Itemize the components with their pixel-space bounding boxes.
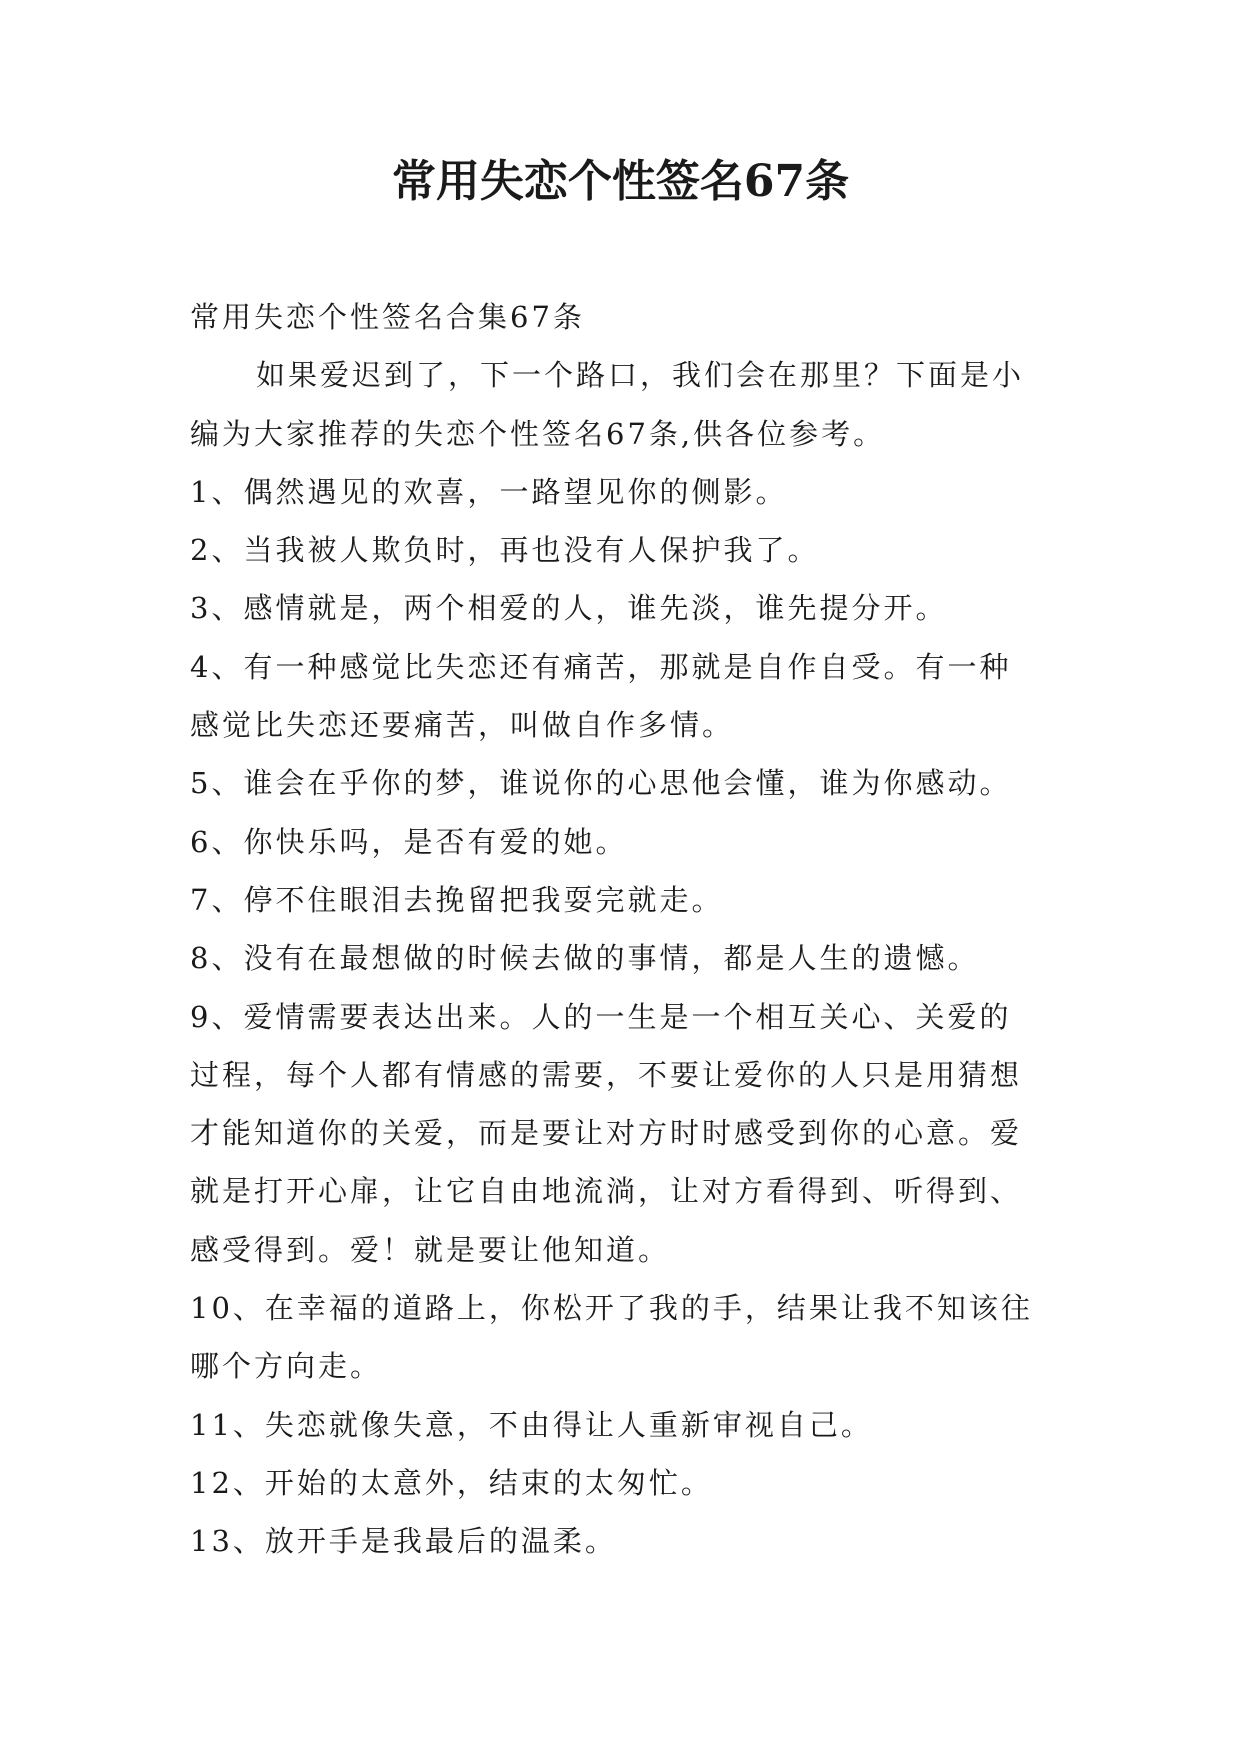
text-line: 才能知道你的关爱，而是要让对方时时感受到你的心意。爱	[190, 1116, 1023, 1151]
intro-line: 如果爱迟到了，下一个路口，我们会在那里？下面是小	[256, 358, 1025, 393]
text-line: 4、有一种感觉比失恋还有痛苦，那就是自作自受。有一种	[190, 649, 1012, 684]
text-line: 9、爱情需要表达出来。人的一生是一个相互关心、关爱的	[190, 999, 1012, 1034]
text-line: 11、失恋就像失意，不由得让人重新审视自己。	[190, 1407, 873, 1442]
text-line: 7、停不住眼泪去挽留把我耍完就走。	[190, 882, 724, 917]
text-line: 哪个方向走。	[190, 1349, 383, 1384]
text-line: 就是打开心扉，让它自由地流淌，让对方看得到、听得到、	[190, 1174, 1023, 1209]
document-subtitle: 常用失恋个性签名合集67条	[190, 300, 585, 334]
text-line: 12、开始的太意外，结束的太匆忙。	[190, 1465, 713, 1500]
document-body	[190, 288, 1080, 1571]
text-line: 13、放开手是我最后的温柔。	[190, 1524, 617, 1559]
text-line: 8、没有在最想做的时候去做的事情，都是人生的遗憾。	[190, 941, 980, 976]
text-line: 6、你快乐吗，是否有爱的她。	[190, 824, 628, 859]
text-line: 2、当我被人欺负时，再也没有人保护我了。	[190, 533, 820, 568]
text-line: 1、偶然遇见的欢喜，一路望见你的侧影。	[190, 474, 788, 509]
text-line: 3、感情就是，两个相爱的人，谁先淡，谁先提分开。	[190, 591, 948, 626]
text-line: 过程，每个人都有情感的需要，不要让爱你的人只是用猜想	[190, 1057, 1023, 1092]
text-line: 5、谁会在乎你的梦，谁说你的心思他会懂，谁为你感动。	[190, 766, 1012, 801]
intro-line: 编为大家推荐的失恋个性签名67条,供各位参考。	[190, 416, 886, 451]
text-line: 感受得到。爱！就是要让他知道。	[190, 1232, 671, 1267]
document-title: 常用失恋个性签名67条	[391, 156, 850, 207]
text-line: 10、在幸福的道路上，你松开了我的手，结果让我不知该往	[190, 1291, 1033, 1326]
text-line: 感觉比失恋还要痛苦，叫做自作多情。	[190, 708, 735, 743]
